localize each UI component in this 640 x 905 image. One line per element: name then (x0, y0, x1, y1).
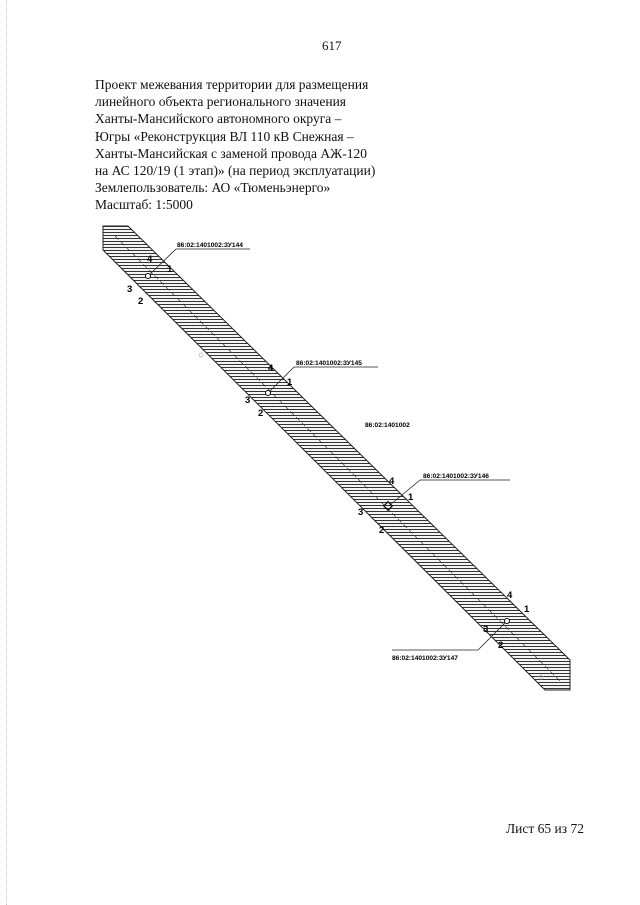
scale-line: Масштаб: 1:5000 (95, 197, 193, 213)
land-user-line: Землепользователь: АО «Тюменьэнерго» (95, 180, 331, 196)
point-label: 3 (358, 507, 364, 518)
point-label: 1 (167, 264, 173, 275)
title-line: линейного объекта регионального значения (95, 94, 347, 110)
cadastral-block-label: 86:02:1401002 (365, 422, 410, 429)
point-label: 4 (268, 363, 274, 374)
sheet-number: Лист 65 из 72 (506, 821, 584, 836)
point-label: 2 (138, 296, 144, 307)
point-label: 2 (258, 408, 264, 419)
title-line: Проект межевания территории для размещения (95, 77, 369, 92)
point-marker (146, 274, 151, 279)
point-label: 3 (483, 624, 489, 635)
point-label: 4 (147, 254, 153, 265)
point-label: 2 (498, 640, 504, 651)
title-line: Ханты-Мансийская с заменой провода АЖ-120 (95, 145, 368, 161)
point-label: 3 (127, 284, 133, 295)
point-label: 1 (408, 492, 414, 503)
title-line: Югры «Реконструкция ВЛ 110 кВ Снежная – (95, 128, 354, 144)
point-label: 1 (524, 604, 530, 615)
point-label: 1 (287, 377, 293, 388)
point-label: 4 (507, 590, 513, 601)
title-line: Ханты-Мансийского автономного округа – (95, 111, 342, 127)
point-label: 2 (379, 525, 385, 536)
scan-speck (199, 353, 203, 357)
parcel-label: 86:02:1401002:ЗУ147 (392, 655, 458, 662)
line-object-strip (103, 226, 570, 690)
parcel-label: 86:02:1401002:ЗУ145 (296, 360, 362, 367)
parcel-label: 86:02:1401002:ЗУ144 (177, 242, 243, 249)
point-marker (266, 391, 271, 396)
parcel-label: 86:02:1401002:ЗУ146 (423, 473, 489, 480)
point-label: 3 (245, 395, 251, 406)
point-label: 4 (389, 476, 395, 487)
point-marker (505, 619, 510, 624)
title-line: на АС 120/19 (1 этап)» (на период эксплуатации) (95, 163, 376, 179)
page-number: 617 (322, 38, 342, 53)
